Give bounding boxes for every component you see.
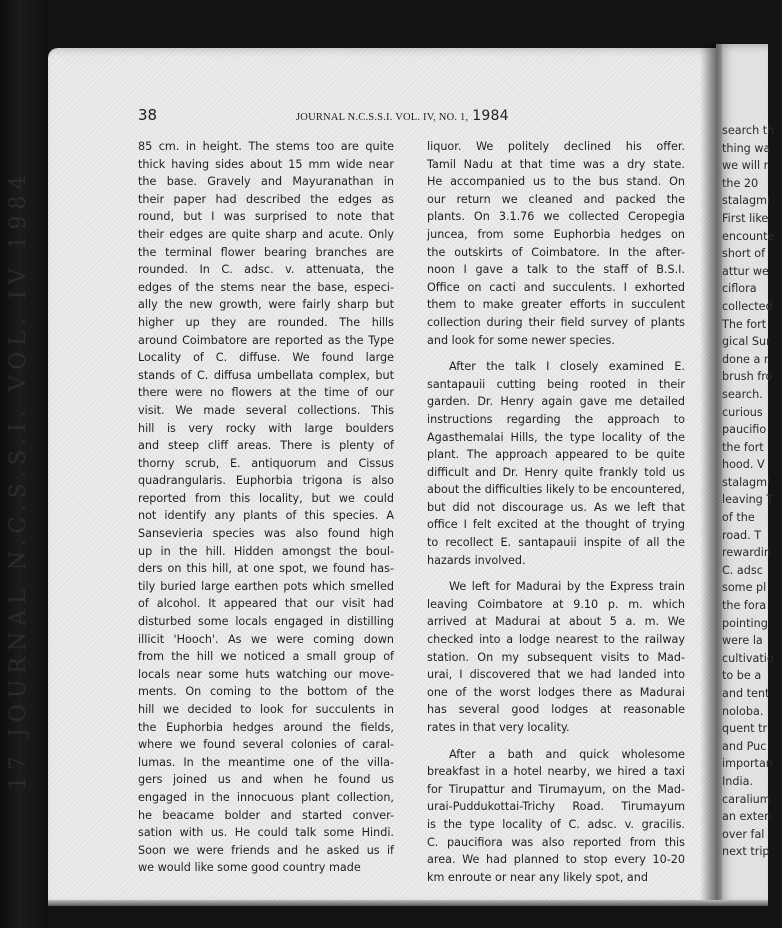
- text-line: for Tirupattur and Tirumayum, on the Mad-: [427, 782, 685, 796]
- text-line: from the hill we noticed a small group of: [138, 650, 394, 664]
- text-line: hill is very rocky with large boulders: [138, 421, 394, 435]
- page-number: 38: [138, 106, 158, 124]
- text-line: tily buried large earthen pots which smelled: [138, 579, 394, 593]
- facing-page-line: next trip: [722, 845, 770, 859]
- paragraph: [427, 746, 685, 887]
- paragraph: [427, 578, 685, 736]
- facing-page-line: encounte: [722, 229, 775, 243]
- facing-page-line: were la: [722, 634, 763, 648]
- paragraph: [427, 138, 685, 349]
- text-line: difficult and Dr. Henry quite frankly told us: [427, 465, 685, 479]
- facing-page-line: The fort: [722, 317, 767, 331]
- text-line: station. On my subsequent visits to Mad-: [427, 650, 685, 664]
- text-line: and steep cliff areas. There is plenty of: [138, 439, 394, 453]
- spine-title: 17 JOURNAL N.C.S.S.I. VOL. IV 1984: [6, 169, 31, 791]
- facing-page-line: ciflora: [722, 282, 757, 296]
- facing-page-line: quent tr: [722, 722, 768, 736]
- journal-year: 1984: [472, 108, 509, 124]
- text-line: Tamil Nadu at that time was a dry state.: [427, 157, 685, 171]
- text-line: Soon we were friends and he asked us if: [138, 843, 394, 857]
- facing-page-line: to be a: [722, 669, 762, 683]
- facing-page-line: attur we: [722, 264, 769, 278]
- text-line: collection during their field survey of plants: [427, 315, 685, 329]
- facing-page-line: C. adsc: [722, 563, 763, 577]
- text-line: around Coimbatore are reported as the Type: [138, 333, 394, 347]
- text-line: We left for Madurai by the Express train: [449, 580, 685, 594]
- facing-page-line: rewardin: [722, 546, 771, 560]
- text-line: office I felt excited at the thought of trying: [427, 518, 685, 532]
- text-line: round, but I was surprised to note that: [138, 210, 394, 224]
- text-line: 85 cm. in height. The stems too are quite: [138, 140, 394, 153]
- right-text-column: [427, 138, 685, 886]
- facing-page-line: cultivatio: [722, 651, 774, 665]
- text-line: their edges are quite sharp and acute. Only: [138, 227, 394, 241]
- text-line: instructions regarding the approach to: [427, 412, 685, 426]
- facing-page-line: hood. V: [722, 458, 765, 472]
- facing-page-line: and tent: [722, 687, 770, 700]
- text-line: He accompanied us to the bus stand. On: [427, 175, 685, 189]
- text-line: Sansevieria species was also found high: [138, 527, 394, 541]
- facing-page-line: the fora: [722, 599, 767, 613]
- text-line: reported from this locality, but we could: [138, 491, 394, 505]
- text-line: one of the worst lodges there as Madurai: [427, 685, 685, 699]
- running-head: [296, 108, 509, 124]
- text-line: breakfast in a hotel nearby, we hired a taxi: [427, 765, 685, 779]
- facing-page-line: we will r: [722, 159, 769, 173]
- paragraph-gap: [427, 569, 685, 578]
- text-line: lumas. In the meantime one of the villa-: [138, 755, 394, 769]
- text-line: rounded. In C. adsc. v. attenuata, the: [138, 263, 394, 277]
- text-line: After the talk I closely examined E.: [449, 360, 685, 374]
- text-line: ally the new growth, were fairly sharp but: [138, 298, 394, 312]
- text-line: sation with us. He could talk some Hindi.: [138, 826, 394, 840]
- page-gutter-shadow: [700, 44, 722, 906]
- facing-page-line: of the: [722, 511, 755, 525]
- facing-page-line: short of: [722, 247, 766, 261]
- text-line: After a bath and quick wholesome: [449, 747, 685, 761]
- text-line: visit. We made several collections. This: [138, 403, 394, 417]
- text-line: there were no flowers at the time of our: [138, 386, 394, 400]
- facing-page-line: road. T: [722, 528, 762, 542]
- text-line: Agasthemalai Hills, the type locality of the: [427, 430, 685, 444]
- text-line: urai-Puddukottai-Trichy Road. Tirumayum: [427, 800, 685, 814]
- text-line: and look for some newer species.: [427, 333, 615, 347]
- text-line: the base. Gravely and Mayuranathan in: [138, 175, 394, 189]
- text-line: ments. On coming to the bottom of the: [138, 685, 394, 699]
- facing-page-line: and Puc: [722, 739, 767, 753]
- facing-page-line: search.: [722, 387, 763, 401]
- text-line: stands of C. diffusa umbellata complex, but: [138, 368, 394, 382]
- facing-page-line: the 20: [722, 176, 759, 190]
- text-line: not identify any plants of this species. A: [138, 509, 394, 523]
- text-line: thick having sides about 15 mm wide near: [138, 157, 394, 171]
- facing-page-line: collected: [722, 299, 773, 313]
- text-line: santapauii cutting being rooted in their: [427, 377, 685, 391]
- text-line: engaged in the innocuous plant collection,: [138, 790, 394, 804]
- text-line: hazards involved.: [427, 553, 526, 567]
- facing-page-line: brush fro: [722, 370, 773, 384]
- text-line: up in the hill. Hidden amongst the boul-: [138, 544, 394, 558]
- text-line: higher up they are rounded. The hills: [138, 315, 394, 329]
- text-line: rates in that very locality.: [427, 721, 570, 734]
- book-spine: [0, 0, 48, 928]
- paragraph: [427, 358, 685, 569]
- text-line: checked into a lodge nearest to the railway: [427, 633, 685, 647]
- facing-page: [716, 44, 775, 906]
- text-line: arrived at Madurai at about 5 a. m. We: [427, 615, 685, 629]
- text-line: disturbed some locals engaged in distilling: [138, 615, 394, 629]
- facing-page-line: pointing: [722, 616, 768, 630]
- facing-page-line: stalagmi: [722, 194, 771, 208]
- text-line: illicit 'Hooch'. As we were coming down: [138, 632, 394, 646]
- text-line: hill we decided to look for succulents in: [138, 703, 394, 716]
- text-line: liquor. We politely declined his offer.: [427, 140, 685, 153]
- text-line: to recollect E. santapauii inspite of all the: [427, 536, 685, 550]
- page-edge: [48, 900, 768, 906]
- facing-page-line: First like: [722, 211, 769, 225]
- facing-page-line: importan: [722, 757, 773, 771]
- facing-page-line: search th: [722, 124, 775, 137]
- text-line: them to make greater efforts in succulent: [427, 298, 685, 312]
- facing-page-line: noloba.: [722, 704, 764, 718]
- text-line: urai, I discovered that we had landed into: [427, 668, 685, 682]
- text-line: has several good lodges at reasonable: [427, 703, 685, 717]
- facing-page-line: done a r: [722, 352, 769, 366]
- text-line: locals near some huts watching our move-: [138, 667, 394, 681]
- facing-page-line: India.: [722, 774, 754, 788]
- facing-page-line: an exten: [722, 810, 772, 824]
- text-line: Locality of C. diffuse. We found large: [138, 351, 394, 365]
- text-line: about the difficulties likely to be encountered,: [427, 483, 685, 497]
- text-line: edges of the stems near the base, especi-: [138, 280, 394, 294]
- facing-page-line: paucifio: [722, 423, 767, 437]
- facing-page-line: over fal: [722, 827, 765, 841]
- text-line: the outskirts of Coimbatore. In the after-: [427, 245, 685, 259]
- text-line: ders on this hill, at one spot, we found has-: [138, 562, 394, 576]
- facing-page-line: leaving T: [722, 493, 774, 507]
- text-line: he beacame bolder and started conver-: [138, 808, 394, 822]
- paragraph-gap: [427, 737, 685, 746]
- left-text-column: [138, 138, 394, 877]
- text-line: quadrangularis. Euphorbia trigona is also: [138, 474, 394, 488]
- text-line: is the type locality of C. adsc. v. gracilis.: [427, 817, 685, 831]
- text-line: garden. Dr. Henry again gave me detailed: [427, 395, 685, 409]
- text-line: area. We had planned to stop every 10-20: [427, 853, 685, 867]
- facing-page-line: stalagmi: [722, 475, 771, 489]
- text-line: km enroute or near any likely spot, and: [427, 870, 648, 884]
- facing-page-line: thing wa: [722, 141, 771, 155]
- text-line: noon I gave a talk to the staff of B.S.I.: [427, 263, 685, 277]
- text-line: thorny scrub, E. antiquorum and Cissus: [138, 456, 394, 470]
- text-line: where we found several colonies of caral-: [138, 738, 394, 752]
- text-line: C. paucifiora was also reported from this: [427, 835, 685, 849]
- text-line: plants. On 3.1.76 we collected Ceropegia: [427, 210, 685, 224]
- journal-title: JOURNAL N.C.S.S.I. VOL. IV, NO. 1,: [296, 112, 469, 123]
- facing-page-line: some pl: [722, 581, 767, 595]
- text-line: but did not discourage us. As we left that: [427, 500, 685, 514]
- facing-page-line: caralium: [722, 792, 771, 806]
- facing-page-line: curious: [722, 405, 763, 419]
- text-line: the terminal flower bearing branches are: [138, 245, 394, 259]
- text-line: of alcohol. It appeared that our visit had: [138, 597, 394, 611]
- text-line: plant. The approach appeared to be quite: [427, 448, 685, 462]
- text-line: we would like some good country made: [138, 861, 361, 875]
- text-line: gers joined us and when he found us: [138, 773, 394, 787]
- facing-page-line: the fort: [722, 440, 764, 454]
- text-line: leaving Coimbatore at 9.10 p. m. which: [427, 597, 685, 611]
- text-line: Office on cacti and succulents. I exhorted: [427, 280, 685, 294]
- text-line: juncea, from some Euphorbia hedges on: [427, 227, 685, 241]
- text-line: the Euphorbia hedges around the fields,: [138, 720, 394, 734]
- facing-page-line: gical Sur: [722, 335, 771, 349]
- text-line: their paper had described the edges as: [138, 192, 394, 206]
- paragraph-gap: [427, 349, 685, 358]
- text-line: our return we cleaned and packed the: [427, 192, 685, 206]
- facing-page-text: [722, 122, 782, 861]
